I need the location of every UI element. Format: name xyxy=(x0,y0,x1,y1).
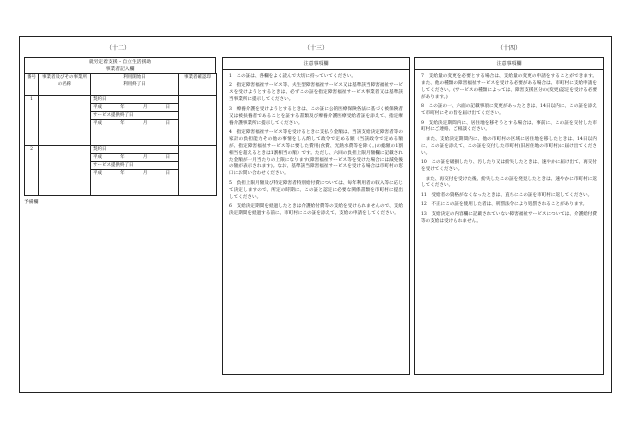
provider-record-table xyxy=(24,73,217,196)
contract-date-label: 契約日 xyxy=(91,146,178,154)
service-end-label: サービス提供終了日 xyxy=(91,112,178,120)
table-row xyxy=(25,146,217,196)
service-end-label: サービス提供終了日 xyxy=(91,162,178,170)
notes-body xyxy=(223,70,409,224)
note-paragraph: 10 この証を破損したり、汚したり又は紛失したときは、速やかに届け出て、再交付を受けてください。 xyxy=(421,160,597,173)
header-provider: 事業者及びその事業所の名称 xyxy=(39,74,91,96)
notes-heading: 注意事項欄 xyxy=(223,58,409,70)
note-paragraph: 11 受給者の資格がなくなったときは、直ちにこの証を市町村に返してください。 xyxy=(421,192,593,198)
notes-panel-13 xyxy=(222,57,410,375)
page-number-14: （十四） xyxy=(496,45,521,52)
date-cell xyxy=(91,146,179,196)
notes-heading: 注意事項欄 xyxy=(415,58,603,70)
note-paragraph: 1 この証は、各欄をよく読んで大切に持っていてください。 xyxy=(229,74,356,79)
contract-date-format: 平成 年 月 日 xyxy=(91,154,178,162)
confirm-seal-cell xyxy=(179,96,217,146)
note-paragraph: また、再交付を受けた後、紛失したこの証を発見したときは、速やかに市町村に返してください。 xyxy=(421,176,597,189)
contract-date-format: 平成 年 月 日 xyxy=(91,104,178,112)
row-number: 2 xyxy=(25,146,39,196)
record-table-title: 就労定着支援・自立生活援助 事業者記入欄 xyxy=(24,57,216,73)
notes-body xyxy=(415,70,603,232)
confirm-seal-cell xyxy=(179,146,217,196)
note-paragraph: 6 支給決定期間を経過したときは介護給付費等の支給を受けられませんので、支給決定期間を経過する前に、市町村にこの証を添えて、支給の申請をしてください。 xyxy=(229,204,403,216)
notes-panel-14 xyxy=(414,57,604,375)
row-number: 1 xyxy=(25,96,39,146)
note-paragraph: 4 指定障害福祉サービス等を受けるときに支払う金額は、当該支給決定障害者等の家計の負担能力その他の事情をしん酌して政令で定める額（当該政令で定める額が、指定障害福祉サービス等に要した費用(食費、光熱水費等を除く。)の総額の1割相当を超えるときは1割相当の額）です。ただし、六回の負担上限月額欄に記載された金額が一月当たりの上限になります(障害福祉サービス等を受けた場合には減免後の額が表示されます)。なお、基準該当障害福祉サービスを受ける場合は市町村の窓口にお問い合わせください。 xyxy=(229,130,403,177)
note-paragraph: 5 負担上限月額及び特定障害者特別給付費については、毎年利用者の収入等に応じて決定しますので、所定の時期に、この証と認定に必要な関係書類を市町村に提出してください。 xyxy=(229,180,403,200)
note-paragraph: 7 支給量の変更を必要とする場合は、支給量の変更の申請をすることができます。また、他の種類の障害福祉サービスを受ける必要がある場合は、市町村に支給申請をしてください。(サービスの種類によっては、障害支援区分の(変更)認定を受ける必要があります。) xyxy=(421,74,597,100)
note-paragraph: 3 療養介護を受けようとするときは、この証に公的医療保険各法に基づく被保険者又は被扶養者であることを証する書類及び療養介護医療受給者証を添えて、指定療養介護事業所に提示してください。 xyxy=(229,106,403,126)
page-number-12: （十二） xyxy=(105,45,130,52)
provider-name-cell xyxy=(39,96,91,146)
contract-date-label: 契約日 xyxy=(91,96,178,104)
note-paragraph: 8 この証の一、六面の記載事項に変更があったときは、14日以内に、この証を添えて市町村にその旨を届け出てください。 xyxy=(421,104,597,117)
date-cell xyxy=(91,96,179,146)
header-dates: 利用開始日 利用終了日 xyxy=(91,74,179,96)
provider-record-panel xyxy=(24,57,216,375)
note-paragraph: 12 不正にこの証を使用した者は、刑罰法令により処罰されることがあります。 xyxy=(421,202,588,208)
table-row xyxy=(25,96,217,146)
note-paragraph: 2 指定障害福祉サービス等、夫生型障害福祉サービス又は基準該当障害福祉サービスを受けようとするときは、必ずこの証を指定障害福祉サービス事業者又は基準該当事業所に提示してください。 xyxy=(229,83,403,103)
provider-name-cell xyxy=(39,146,91,196)
service-end-date-format: 平成 年 月 日 xyxy=(93,120,170,126)
header-no: 番号 xyxy=(25,74,39,96)
note-paragraph: 13 支給決定の内容欄に記載されていない障害福祉サービスについては、介護給付費等の支給は受けられません。 xyxy=(421,211,597,224)
note-paragraph: 9 支給決定期間内に、居住地を移そうとする場合は、事前に、この証を交付した市町村にご連絡、ご相談ください。 xyxy=(421,120,597,133)
remarks-label: 予備欄 xyxy=(24,200,39,205)
header-confirm: 事業者確認印 xyxy=(179,74,217,96)
table-header-row xyxy=(25,74,217,96)
service-end-date-format: 平成 年 月 日 xyxy=(93,170,170,176)
note-paragraph: また、支給決定期間内に、他の市町村の区域に居住地を移したときは、14日以内に、この証を添えて、この証を交付した市町村(旧居住地の市町村)に届け出てください。 xyxy=(421,136,597,156)
page-number-13: （十三） xyxy=(303,45,328,52)
